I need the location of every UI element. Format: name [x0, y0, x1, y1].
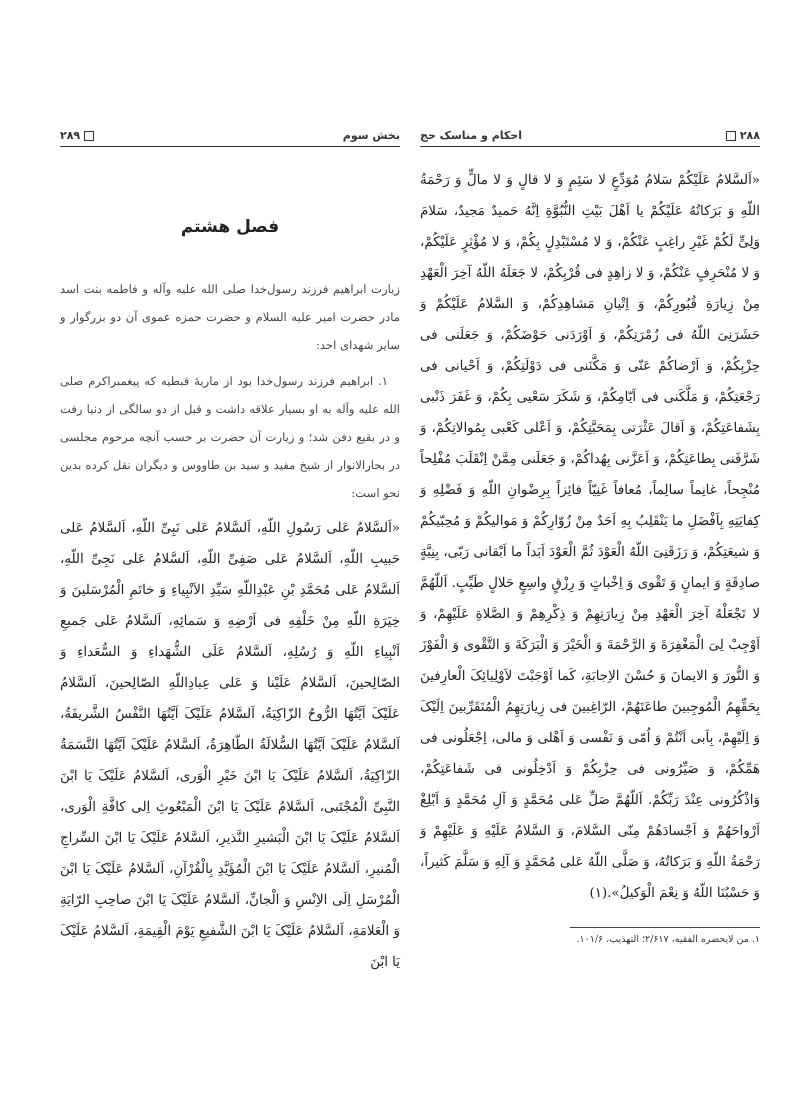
arabic-paragraph: «اَلسَّلامُ عَلَیْکُمْ سَلامُ مُوَدِّعٍ لا سَئِمٍ وَ لا قالٍ وَ لا مالٍّ وَ رَحْمَةُ اللّهِ وَ بَرَکاتُهُ عَلَیْکُمْ یا اَهْلَ بَیْتِ النُّبُوَّةِ اِنَّهُ حَمیدٌ مَجیدٌ، سَلامَ وَلِیٍّ لَکُمْ غَیْرِ راغِبٍ عَنْکُمْ، وَ لا مُسْتَبْدِلٍ بِکُمْ، وَ لا مُؤْثِرٍ عَلَیْکُمْ، وَ لا مُنْحَرِفٍ عَنْکُمْ، وَ لا زاهِدٍ فی قُرْبِکُمْ، لا جَعَلَهُ اللّهُ آخِرَ الْعَهْدِ مِنْ زِیارَةِ قُبُورِکُمْ، وَ اِتْیانِ مَشاهِدِکُمْ، وَ السَّلامُ عَلَیْکُمْ وَ حَشَرَنِیَ اللّهُ فی زُمْرَتِکُمْ، وَ اَوْرَدَنی حَوْضَکُمْ، وَ جَعَلَنی فی حِزْبِکُمْ، وَ اَرْضاکُمْ عَنّی وَ مَکَّنَنی فی دَوْلَتِکُمْ، وَ اَحْیانی فی رَجْعَتِکُمْ، وَ مَلَّکَنی فی اَیّامِکُمْ، وَ شَکَرَ سَعْیی بِکُمْ، وَ غَفَرَ ذَنْبی بِشَفاعَتِکُمْ، وَ اَقالَ عَثْرَتی بِمَحَبَّتِکُمْ، وَ اَعْلی کَعْبی بِمُوالاتِکُمْ، وَ شَرَّفَنی بِطاعَتِکُمْ، وَ اَعَزَّنی بِهُداکُمْ، وَ جَعَلَنی مِمَّنْ اِنْقَلَبَ مُفْلِحاً مُنْجِحاً، غانِماً سالِماً، مُعافاً غَنِیّاً فائِزاً بِرِضْوانِ اللّهِ وَ فَضْلِهِ وَ کِفایَتِهِ بِاَفْضَلِ ما یَنْقَلِبُ بِهِ اَحَدٌ مِنْ زُوّارِکُمْ وَ مَوالیکُمْ وَ مُحِبّیکُمْ وَ شیعَتِکُمْ، وَ رَزَقَنِیَ اللّهُ الْعَوْدَ ثُمَّ الْعَوْدَ اَبَداً ما اَبْقانی رَبّی، بِنِیَّةٍ صادِقَةٍ وَ ایمانٍ وَ تَقْوی وَ اِخْباتٍ وَ رِزْقٍ واسِعٍ حَلالٍ طَیِّبٍ. اَللّهُمَّ لا تَجْعَلْهُ آخِرَ الْعَهْدِ مِنْ زِیارَتِهِمْ وَ ذِکْرِهِمْ وَ الصَّلاةِ عَلَیْهِمْ، وَ اَوْجِبْ لِیَ الْمَغْفِرَةَ وَ الرَّحْمَةَ وَ الْخَیْرَ وَ الْبَرَکَةَ وَ التَّقْوی وَ الْفَوْزَ وَ النُّورَ وَ الایمانَ وَ حُسْنَ الاِجابَةِ، کَما اَوْجَبْتَ لاَوْلِیائِکَ الْعارِفینَ بِحَقِّهِمُ الْمُوجِبینَ طاعَتَهُمْ، الرّاغِبینَ فی زِیارَتِهِمُ الْمُتَقَرِّبینَ اِلَیْکَ وَ اِلَیْهِمْ، بِاَبی اَنْتُمْ وَ اُمّی وَ نَفْسی وَ اَهْلی وَ مالی، اِجْعَلُونی فی هَمِّکُمْ، وَ صَیِّرُونی فی حِزْبِکُمْ وَ اَدْخِلُونی فی شَفاعَتِکُمْ، وَاذْکُرُونی عِنْدَ رَبِّکُمْ. اَللّهُمَّ صَلِّ عَلی مُحَمَّدٍ وَ آلِ مُحَمَّدٍ وَ اَبْلِغْ اَرْواحَهُمْ وَ اَجْسادَهُمْ مِنّی السَّلامَ، وَ السَّلامُ عَلَیْهِ وَ عَلَیْهِمْ وَ رَحْمَةُ اللّهِ وَ بَرَکاتُهُ، وَ صَلَّی اللّهُ عَلی مُحَمَّدٍ وَ آلِهِ وَ سَلَّمَ کَثیراً، وَ حَسْبُنَا اللّهُ وَ نِعْمَ الْوَکیلُ».(۱) [420, 173, 760, 901]
footnote-divider [570, 927, 760, 928]
running-header-left [60, 118, 400, 147]
left-page [60, 118, 400, 978]
page-number: ۲۸۸ [739, 129, 760, 142]
persian-text [60, 275, 400, 507]
square-icon [726, 131, 736, 141]
running-title: احکام و مناسک حج [420, 129, 522, 142]
running-title: بخش سوم [342, 129, 400, 142]
chapter-title: فصل هشتم [180, 217, 280, 237]
square-icon [84, 131, 94, 141]
page-number-block [60, 129, 94, 142]
page-number: ۲۸۹ [60, 129, 81, 142]
arabic-ziyarat-text [60, 513, 400, 978]
arabic-ziyarat-text [420, 165, 760, 909]
numbered-paragraph: ۱. ابراهیم فرزند رسول‌خدا بود از ماریهٔ قبطیه که پیغمبراکرم صلی الله علیه وآله به او بسیار علاقه داشت و قبل از دو سالگی از دنیا رفت و در بقیع دفن شد؛ و زیارت آن حضرت بر حسب آنچه مرحوم مجلسی در بحارالانوار از شیخ مفید و سید بن طاووس و دیگران نقل کرده بدین نحو است: [60, 374, 400, 500]
footnote: ۱. من لایحضره الفقیه، ۲/۶۱۷؛ التهذیب، ۱۰۱/۶. [576, 934, 760, 945]
right-page [420, 118, 760, 945]
running-header-right [420, 118, 760, 147]
arabic-paragraph: «اَلسَّلامُ عَلی رَسُولِ اللّهِ، اَلسَّلامُ عَلی نَبِیِّ اللّهِ، اَلسَّلامُ عَلی حَبیبِ اللّهِ، اَلسَّلامُ عَلی صَفِیِّ اللّهِ، اَلسَّلامُ عَلی نَجِیِّ اللّهِ، اَلسَّلامُ عَلی مُحَمَّدِ بْنِ عَبْدِاللّهِ سَیِّدِ الاَنْبِیاءِ وَ خاتَمِ الْمُرْسَلینَ وَ خِیَرَةِ اللّهِ مِنْ خَلْقِهِ فی اَرْضِهِ وَ سَمائِهِ، اَلسَّلامُ عَلی جَمیعِ اَنْبِیاءِ اللّهِ وَ رُسُلِهِ، اَلسَّلامُ عَلَی الشُّهَداءِ وَ السُّعَداءِ وَ الصّالِحینَ، اَلسَّلامُ عَلَیْنا وَ عَلی عِبادِاللّهِ الصّالِحینَ، اَلسَّلامُ عَلَیْکَ اَیَّتُهَا الرُّوحُ الزّاکِیَةُ، اَلسَّلامُ عَلَیْکَ اَیَّتُهَا النَّفْسُ الشَّریفَةُ، اَلسَّلامُ عَلَیْکَ اَیَّتُهَا السُّلالَةُ الطّاهِرَةُ، اَلسَّلامُ عَلَیْکَ اَیَّتُهَا النَّسَمَةُ الزّاکِیَةُ، اَلسَّلامُ عَلَیْکَ یَا ابْنَ خَیْرِ الْوَری، اَلسَّلامُ عَلَیْکَ یَا ابْنَ النَّبِیِّ الْمُجْتَبی، اَلسَّلامُ عَلَیْکَ یَا ابْنَ الْمَبْعُوثِ اِلی کافَّةِ الْوَری، اَلسَّلامُ عَلَیْکَ یَا ابْنَ الْبَشیرِ النَّذیرِ، اَلسَّلامُ عَلَیْکَ یَا ابْنَ السِّراجِ الْمُنیرِ، اَلسَّلامُ عَلَیْکَ یَا ابْنَ الْمُؤَیَّدِ بِالْقُرْآنِ، اَلسَّلامُ عَلَیْکَ یَا ابْنَ الْمُرْسَلِ اِلَی الاِنْسِ وَ الْجانِّ، اَلسَّلامُ عَلَیْکَ یَا ابْنَ صاحِبِ الرّایَةِ وَ الْعَلامَةِ، اَلسَّلامُ عَلَیْکَ یَا ابْنَ الشَّفیعِ یَوْمَ الْقِیمَةِ، اَلسَّلامُ عَلَیْکَ یَا ابْنَ [60, 521, 400, 970]
page-number-block [726, 129, 760, 142]
intro-paragraph: زیارت ابراهیم فرزند رسول‌خدا صلی الله علیه وآله و فاطمه بنت اسد مادر حضرت امیر علیه السلام و حضرت حمزه عموی آن دو بزرگوار و سایر شهدای احد: [60, 282, 400, 352]
